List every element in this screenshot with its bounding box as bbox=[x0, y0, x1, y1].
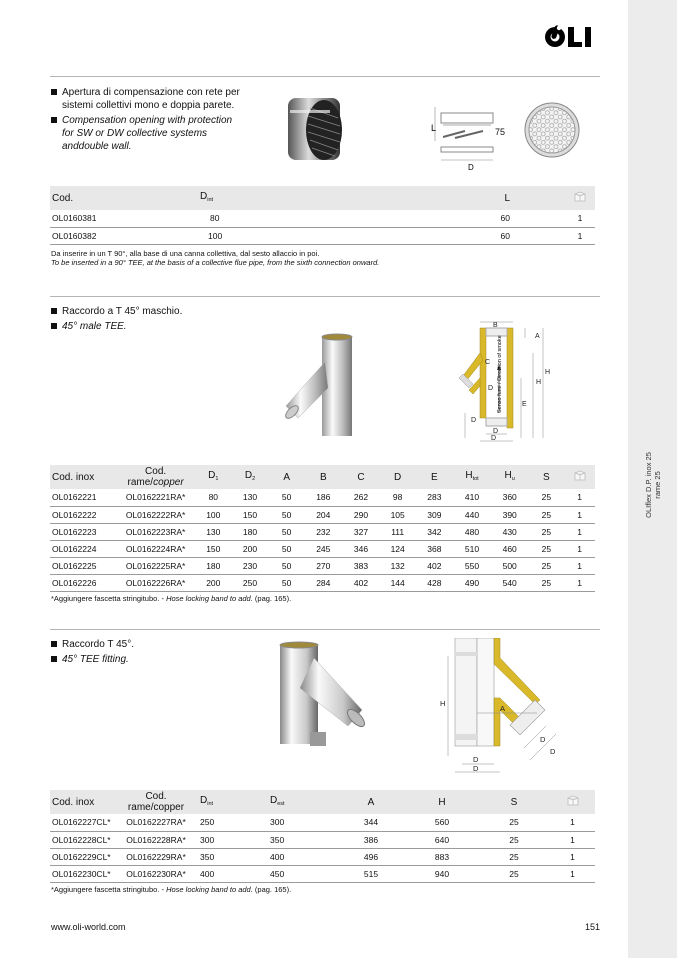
sidebar-label-line2: rame 25 bbox=[652, 471, 662, 499]
column-header: $D_{est}$ bbox=[266, 790, 336, 814]
table-cell: 1 bbox=[550, 814, 595, 831]
column-header: A bbox=[336, 790, 406, 814]
table-cell: OL0162221RA* bbox=[116, 489, 196, 506]
table-cell: 180 bbox=[195, 557, 231, 574]
table-cell: 25 bbox=[478, 831, 550, 848]
section2-footnote: *Aggiungere fascetta stringitubo. - Hose locking band to add. (pag. 165). bbox=[51, 594, 292, 603]
table-cell: 25 bbox=[529, 540, 565, 557]
table-cell: 1 bbox=[564, 574, 595, 591]
dim-Dint-branch: D bbox=[540, 735, 546, 744]
column-header: S bbox=[529, 465, 565, 489]
table-cell: 25 bbox=[478, 848, 550, 865]
column-header bbox=[550, 790, 595, 814]
table-cell: 50 bbox=[269, 574, 305, 591]
table-row bbox=[50, 848, 595, 865]
table-cell: OL0162229CL* bbox=[50, 848, 116, 865]
bullet-square-icon bbox=[51, 89, 57, 95]
table-cell: 25 bbox=[478, 865, 550, 882]
table-cell: OL0162227RA* bbox=[116, 814, 196, 831]
column-header bbox=[565, 186, 595, 210]
table-cell: OL0162224RA* bbox=[116, 540, 196, 557]
table-cell: 1 bbox=[564, 523, 595, 540]
column-header: A bbox=[269, 465, 305, 489]
table-cell: 100 bbox=[200, 227, 280, 244]
table-row bbox=[50, 865, 595, 882]
table-cell: OL0160381 bbox=[50, 210, 200, 227]
table-row bbox=[50, 540, 595, 557]
table-cell: 180 bbox=[231, 523, 269, 540]
tee-45-technical-drawing bbox=[440, 638, 560, 778]
dim-D1-bottom: D bbox=[493, 428, 499, 435]
dim-E: E bbox=[522, 401, 527, 408]
oli-logo bbox=[544, 22, 600, 52]
dim-D1: D bbox=[488, 385, 494, 392]
table-cell: 390 bbox=[491, 506, 529, 523]
table-cell: 200 bbox=[231, 540, 269, 557]
table-cell: OL0162221 bbox=[50, 489, 116, 506]
dim-Hu: H bbox=[536, 379, 542, 386]
section3-table bbox=[50, 790, 595, 883]
column-header: $D_{int}$ bbox=[196, 790, 266, 814]
table-cell: 360 bbox=[491, 489, 529, 506]
table-cell: 232 bbox=[304, 523, 342, 540]
column-header bbox=[510, 186, 565, 210]
section3-description: Raccordo T 45°. 45° TEE fitting. bbox=[51, 638, 271, 668]
table-cell: OL0162227CL* bbox=[50, 814, 116, 831]
table-header-row bbox=[50, 186, 595, 210]
table-cell: 460 bbox=[491, 540, 529, 557]
table-cell: OL0162223RA* bbox=[116, 523, 196, 540]
table-cell: 428 bbox=[416, 574, 454, 591]
table-row bbox=[50, 489, 595, 506]
column-header: $H_u$ bbox=[491, 465, 529, 489]
package-icon bbox=[574, 470, 586, 481]
table-cell: 98 bbox=[380, 489, 416, 506]
table-cell: 496 bbox=[336, 848, 406, 865]
table-cell: 350 bbox=[196, 848, 266, 865]
column-header: E bbox=[416, 465, 454, 489]
table-cell: 1 bbox=[550, 848, 595, 865]
table-cell: OL0162226RA* bbox=[116, 574, 196, 591]
table-cell: 400 bbox=[196, 865, 266, 882]
table-cell: 386 bbox=[336, 831, 406, 848]
table-row bbox=[50, 831, 595, 848]
table-cell: 560 bbox=[406, 814, 478, 831]
column-header: B bbox=[304, 465, 342, 489]
tee-45-photo bbox=[270, 638, 370, 753]
section3-footnote: *Aggiungere fascetta stringitubo. - Hose locking band to add. (pag. 165). bbox=[51, 885, 292, 894]
table-cell bbox=[510, 210, 565, 227]
table-cell: 490 bbox=[453, 574, 491, 591]
table-cell: 25 bbox=[529, 506, 565, 523]
table-cell: 25 bbox=[529, 489, 565, 506]
table-cell: 940 bbox=[406, 865, 478, 882]
table-cell: OL0162223 bbox=[50, 523, 116, 540]
table-cell: OL0162228CL* bbox=[50, 831, 116, 848]
table-cell: 344 bbox=[336, 814, 406, 831]
table-cell: 50 bbox=[269, 506, 305, 523]
table-cell: OL0162229RA* bbox=[116, 848, 196, 865]
divider bbox=[50, 76, 600, 77]
dim-Htot: H bbox=[545, 369, 551, 376]
dim-Dint: D bbox=[473, 755, 479, 764]
table-row bbox=[50, 814, 595, 831]
table-cell: 342 bbox=[416, 523, 454, 540]
table-cell: OL0162228RA* bbox=[116, 831, 196, 848]
table-cell: 327 bbox=[342, 523, 380, 540]
table-cell: 204 bbox=[304, 506, 342, 523]
table-cell: 150 bbox=[195, 540, 231, 557]
column-header: Cod. inox bbox=[50, 790, 116, 814]
table-cell: 300 bbox=[196, 831, 266, 848]
table-cell: 144 bbox=[380, 574, 416, 591]
table-cell: 550 bbox=[453, 557, 491, 574]
table-cell: 883 bbox=[406, 848, 478, 865]
dim-Dest-branch: D bbox=[550, 747, 556, 756]
sidebar-label-line1: OLIflex D.P. inox 25 bbox=[643, 452, 653, 518]
table-cell: 515 bbox=[336, 865, 406, 882]
table-cell: 480 bbox=[453, 523, 491, 540]
column-header: H bbox=[406, 790, 478, 814]
table-cell: 150 bbox=[231, 506, 269, 523]
footer-website-link[interactable]: www.oli-world.com bbox=[51, 922, 126, 932]
table-cell: 200 bbox=[195, 574, 231, 591]
svg-text:D: D bbox=[468, 163, 474, 172]
column-header: $D_{int}$ bbox=[200, 186, 280, 210]
table-cell: 25 bbox=[529, 523, 565, 540]
table-cell: 250 bbox=[196, 814, 266, 831]
column-header: $H_{tot}$ bbox=[453, 465, 491, 489]
table-cell: 346 bbox=[342, 540, 380, 557]
table-cell: OL0162230CL* bbox=[50, 865, 116, 882]
table-cell: 130 bbox=[195, 523, 231, 540]
table-cell: 105 bbox=[380, 506, 416, 523]
table-cell: OL0162222RA* bbox=[116, 506, 196, 523]
dim-A: A bbox=[535, 333, 540, 340]
male-tee-45-technical-drawing bbox=[455, 318, 565, 443]
table-cell: OL0160382 bbox=[50, 227, 200, 244]
table-cell: 400 bbox=[266, 848, 336, 865]
table-cell: 270 bbox=[304, 557, 342, 574]
table-cell: 132 bbox=[380, 557, 416, 574]
dim-C: C bbox=[485, 359, 491, 366]
bullet-square-icon bbox=[51, 656, 57, 662]
table-cell: 250 bbox=[231, 574, 269, 591]
dim-A: A bbox=[500, 704, 506, 713]
column-header: Cod. inox bbox=[50, 465, 116, 489]
table-row bbox=[50, 574, 595, 591]
table-cell: 500 bbox=[491, 557, 529, 574]
column-header: C bbox=[342, 465, 380, 489]
table-cell: 290 bbox=[342, 506, 380, 523]
column-header: Cod. bbox=[50, 186, 200, 210]
table-cell: 368 bbox=[416, 540, 454, 557]
table-cell: 50 bbox=[269, 523, 305, 540]
table-cell: OL0162224 bbox=[50, 540, 116, 557]
column-header: D bbox=[380, 465, 416, 489]
column-header: L bbox=[280, 186, 510, 210]
table-cell: 130 bbox=[231, 489, 269, 506]
table-cell: 1 bbox=[564, 506, 595, 523]
table-row bbox=[50, 210, 595, 227]
column-header: Cod. rame/copper bbox=[116, 465, 196, 489]
table-cell: 640 bbox=[406, 831, 478, 848]
table-cell: 410 bbox=[453, 489, 491, 506]
table-cell: OL0162225RA* bbox=[116, 557, 196, 574]
table-cell: 230 bbox=[231, 557, 269, 574]
section1-note: Da inserire in un T 90°, alla base di una canna collettiva, dal sesto allaccio in poi. To be inserted in a 90° TEE, at the basis of a collective flue pipe, from the sixth connection onward. bbox=[51, 249, 380, 267]
sidebar-label bbox=[628, 440, 677, 530]
table-cell: 245 bbox=[304, 540, 342, 557]
table-cell: 1 bbox=[550, 865, 595, 882]
table-cell: 1 bbox=[565, 227, 595, 244]
section1-description: Apertura di compensazione con rete per sistemi collettivi mono e doppia parete. Compensation opening with protection for SW or DW collective systems anddouble wall. bbox=[51, 86, 241, 155]
table-cell: 262 bbox=[342, 489, 380, 506]
table-cell: 1 bbox=[564, 489, 595, 506]
table-cell: OL0162225 bbox=[50, 557, 116, 574]
table-cell: 1 bbox=[565, 210, 595, 227]
table-cell: 186 bbox=[304, 489, 342, 506]
dim-D: D bbox=[471, 417, 477, 424]
dim-H: H bbox=[440, 699, 446, 708]
table-cell: 383 bbox=[342, 557, 380, 574]
table-row bbox=[50, 506, 595, 523]
dim-D2: D bbox=[491, 435, 497, 442]
table-cell: OL0162226 bbox=[50, 574, 116, 591]
column-header: Cod. rame/copper bbox=[116, 790, 196, 814]
bullet-square-icon bbox=[51, 641, 57, 647]
table-cell: 1 bbox=[550, 831, 595, 848]
dimension-75: 75 bbox=[495, 127, 506, 137]
column-header: $D_1$ bbox=[195, 465, 231, 489]
table-cell: 440 bbox=[453, 506, 491, 523]
table-cell: 1 bbox=[564, 557, 595, 574]
divider bbox=[50, 629, 600, 630]
table-cell: 402 bbox=[416, 557, 454, 574]
table-cell: 60 bbox=[280, 210, 510, 227]
smoke-direction-label: Senso fumi / Direction of smoke bbox=[497, 335, 503, 413]
column-header: S bbox=[478, 790, 550, 814]
compensation-opening-photo bbox=[280, 88, 350, 173]
table-cell: 111 bbox=[380, 523, 416, 540]
table-cell: 284 bbox=[304, 574, 342, 591]
dim-Dest: D bbox=[473, 764, 479, 773]
table-cell: 450 bbox=[266, 865, 336, 882]
section2-table bbox=[50, 465, 595, 592]
table-cell: 300 bbox=[266, 814, 336, 831]
table-cell: 25 bbox=[529, 574, 565, 591]
package-icon bbox=[567, 795, 579, 806]
table-cell: 540 bbox=[491, 574, 529, 591]
compensation-opening-front-diagram bbox=[522, 100, 582, 160]
table-cell: 1 bbox=[564, 540, 595, 557]
section1-table bbox=[50, 186, 595, 245]
dim-B: B bbox=[493, 322, 498, 329]
table-cell: 100 bbox=[195, 506, 231, 523]
table-cell: OL0162222 bbox=[50, 506, 116, 523]
table-cell: 430 bbox=[491, 523, 529, 540]
table-cell: 402 bbox=[342, 574, 380, 591]
section2-description: Raccordo a T 45° maschio. 45° male TEE. bbox=[51, 305, 271, 335]
table-cell: 283 bbox=[416, 489, 454, 506]
table-cell: 80 bbox=[195, 489, 231, 506]
table-header-row bbox=[50, 790, 595, 814]
table-cell: 80 bbox=[200, 210, 280, 227]
table-cell: 309 bbox=[416, 506, 454, 523]
svg-text:L: L bbox=[431, 123, 437, 133]
table-cell: 50 bbox=[269, 540, 305, 557]
table-row bbox=[50, 557, 595, 574]
column-header bbox=[564, 465, 595, 489]
table-cell: 25 bbox=[478, 814, 550, 831]
bullet-square-icon bbox=[51, 323, 57, 329]
column-header: $D_2$ bbox=[231, 465, 269, 489]
compensation-opening-side-diagram bbox=[425, 105, 495, 175]
table-cell: 510 bbox=[453, 540, 491, 557]
bullet-square-icon bbox=[51, 117, 57, 123]
divider bbox=[50, 296, 600, 297]
table-cell: 124 bbox=[380, 540, 416, 557]
table-cell: 60 bbox=[280, 227, 510, 244]
table-cell bbox=[510, 227, 565, 244]
male-tee-45-photo bbox=[280, 330, 370, 440]
table-row bbox=[50, 227, 595, 244]
table-row bbox=[50, 523, 595, 540]
table-cell: OL0162230RA* bbox=[116, 865, 196, 882]
table-header-row bbox=[50, 465, 595, 489]
table-cell: 50 bbox=[269, 489, 305, 506]
table-cell: 50 bbox=[269, 557, 305, 574]
table-cell: 25 bbox=[529, 557, 565, 574]
table-cell: 350 bbox=[266, 831, 336, 848]
page-number: 151 bbox=[585, 922, 601, 932]
package-icon bbox=[574, 191, 586, 202]
bullet-square-icon bbox=[51, 308, 57, 314]
